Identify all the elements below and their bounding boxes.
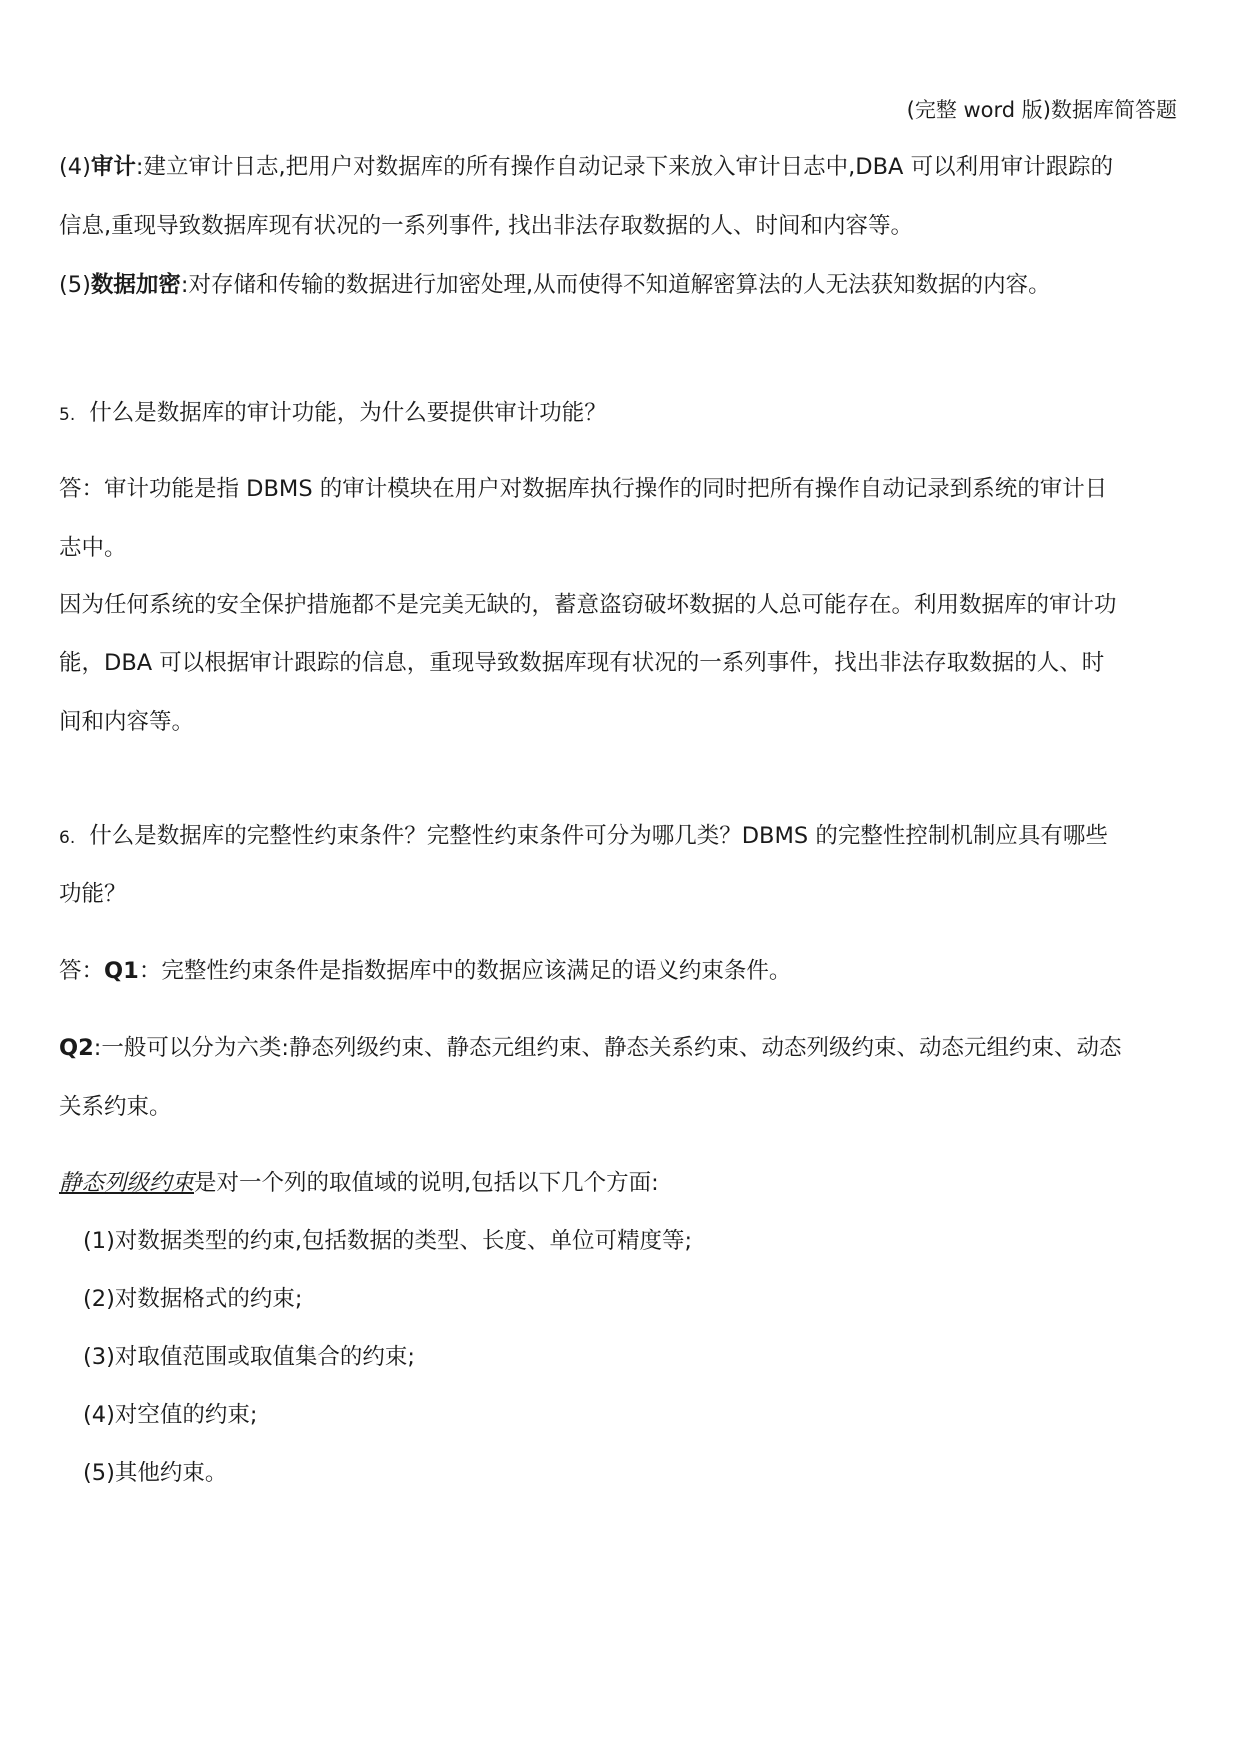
answer-5-line-4: 能，DBA 可以根据审计跟踪的信息，重现导致数据库现有状况的一系列事件，找出非法存取数据的人、时 xyxy=(59,650,1105,676)
term-static-column: 静态列级约束 xyxy=(59,1170,195,1196)
list-item: (4)对空值的约束; xyxy=(83,1402,258,1428)
paragraph-audit xyxy=(59,152,1113,182)
label-q2: Q2 xyxy=(59,1035,94,1061)
paragraph-text: :对存储和传输的数据进行加密处理,从而使得不知道解密算法的人无法获知数据的内容。 xyxy=(180,272,1051,298)
paragraph-audit-cont: 信息,重现导致数据库现有状况的一系列事件, 找出非法存取数据的人、时间和内容等。 xyxy=(59,213,913,239)
list-item: (2)对数据格式的约束; xyxy=(83,1286,303,1312)
answer-5-line-3: 因为任何系统的安全保护措施都不是完美无缺的，蓄意盗窃破坏数据的人总可能存在。利用数据库的审计功 xyxy=(59,592,1117,618)
definition-text: 是对一个列的取值域的说明,包括以下几个方面: xyxy=(194,1170,659,1196)
question-number: 6. xyxy=(59,828,76,848)
static-column-constraint xyxy=(59,1168,659,1198)
paragraph-encryption xyxy=(59,270,1051,300)
question-number: 5. xyxy=(59,405,76,425)
item-number: (4) xyxy=(59,154,91,180)
term-encryption: 数据加密 xyxy=(90,272,181,298)
answer-5-line-2: 志中。 xyxy=(59,535,127,561)
question-6-cont: 功能？ xyxy=(59,881,127,907)
list-item: (5)其他约束。 xyxy=(83,1460,228,1486)
answer-6-q1 xyxy=(59,956,791,986)
question-5 xyxy=(59,398,607,430)
answer-text: ：完整性约束条件是指数据库中的数据应该满足的语义约束条件。 xyxy=(138,958,792,984)
term-audit: 审计 xyxy=(90,154,136,180)
answer-prefix: 答： xyxy=(59,958,105,984)
answer-5-line-1: 答：审计功能是指 DBMS 的审计模块在用户对数据库执行操作的同时把所有操作自动记录到系统的审计日 xyxy=(59,476,1108,502)
list-item: (3)对取值范围或取值集合的约束; xyxy=(83,1344,415,1370)
answer-5-line-5: 间和内容等。 xyxy=(59,709,195,735)
paragraph-text: :建立审计日志,把用户对数据库的所有操作自动记录下来放入审计日志中,DBA 可以利用审计跟踪的 xyxy=(135,154,1114,180)
answer-text: :一般可以分为六类:静态列级约束、静态元组约束、静态关系约束、动态列级约束、动态元组约束、动态 xyxy=(93,1035,1122,1061)
label-q1: Q1 xyxy=(104,958,139,984)
question-text: 什么是数据库的完整性约束条件？完整性约束条件可分为哪几类？DBMS 的完整性控制机制应具有哪些 xyxy=(89,823,1108,849)
question-6 xyxy=(59,821,1108,853)
list-item: (1)对数据类型的约束,包括数据的类型、长度、单位可精度等; xyxy=(83,1228,693,1254)
page-header: (完整 word 版)数据库简答题 xyxy=(906,98,1177,122)
answer-6-q2 xyxy=(59,1033,1121,1063)
answer-6-q2-cont: 关系约束。 xyxy=(59,1094,172,1120)
item-number: (5) xyxy=(59,272,91,298)
question-text: 什么是数据库的审计功能，为什么要提供审计功能？ xyxy=(89,400,607,426)
